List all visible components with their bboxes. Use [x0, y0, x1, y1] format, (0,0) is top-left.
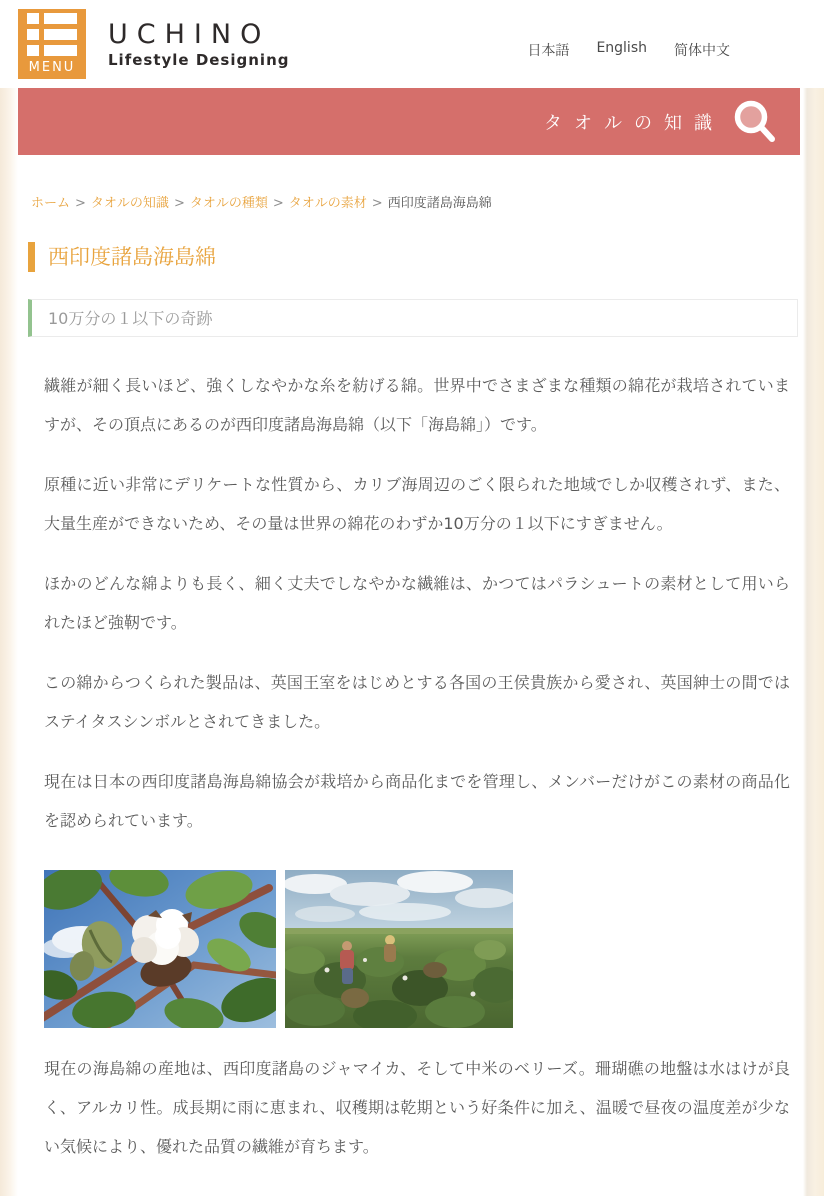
photo-row — [44, 870, 800, 1028]
breadcrumb-link-home[interactable]: ホーム — [31, 196, 71, 211]
article-paragraph: 繊維が細く長いほど、強くしなやかな糸を紡げる綿。世界中でさまざまな種類の綿花が栽培されていますが、その頂点にあるのが西印度諸島海島綿（以下「海島綿」）です。 — [44, 376, 790, 434]
logo-tagline: Lifestyle Designing — [108, 50, 290, 69]
hamburger-menu-icon — [27, 13, 77, 56]
logo-wordmark: UCHINO — [108, 18, 271, 50]
article-paragraph: 現在は日本の西印度諸島海島綿協会が栽培から商品化までを管理し、メンバーだけがこの素材の商品化を認められています。 — [44, 772, 790, 830]
breadcrumb-separator: > — [272, 196, 284, 211]
site-header — [0, 0, 824, 88]
banner-title: タオルの知識 — [544, 112, 724, 134]
page-title: 西印度諸島海島綿 — [28, 242, 800, 272]
article-paragraph: この綿からつくられた製品は、英国王室をはじめとする各国の王侯貴族から愛され、英国紳士の間ではステイタスシンボルとされてきました。 — [44, 673, 790, 731]
lang-link-chinese[interactable]: 简体中文 — [674, 43, 730, 59]
site-logo[interactable] — [108, 20, 289, 69]
lang-link-english[interactable]: English — [596, 40, 647, 56]
article-paragraph: 現在の海島綿の産地は、西印度諸島のジャマイカ、そして中米のベリーズ。珊瑚礁の地盤は水はけが良く、アルカリ性。成長期に雨に恵まれ、収穫期は乾期という好条件に加え、温暖で昼夜の温度差が少ない気候により、優れた品質の繊維が育ちます。 — [44, 1059, 790, 1156]
search-icon[interactable] — [730, 97, 780, 147]
breadcrumb — [31, 192, 800, 211]
article-main — [18, 155, 800, 1166]
breadcrumb-link-towel-knowledge[interactable]: タオルの知識 — [90, 196, 169, 211]
section-banner — [18, 88, 800, 155]
lang-link-japanese[interactable]: 日本語 — [527, 43, 570, 59]
menu-button[interactable] — [18, 9, 86, 79]
breadcrumb-link-towel-materials[interactable]: タオルの素材 — [288, 196, 367, 211]
article-paragraph: 原種に近い非常にデリケートな性質から、カリブ海周辺のごく限られた地域でしか収穫されず、また、大量生産ができないため、その量は世界の綿花のわずか10万分の１以下にすぎません。 — [44, 475, 790, 533]
cotton-boll-photo — [44, 870, 276, 1028]
menu-button-label: MENU — [28, 60, 76, 75]
breadcrumb-link-towel-types[interactable]: タオルの種類 — [189, 196, 268, 211]
breadcrumb-separator: > — [173, 196, 185, 211]
breadcrumb-separator: > — [371, 196, 383, 211]
breadcrumb-current-page: 西印度諸島海島綿 — [387, 196, 492, 211]
language-nav — [527, 28, 730, 60]
cotton-field-photo — [285, 870, 513, 1028]
page-subtitle: 10万分の１以下の奇跡 — [28, 299, 798, 337]
article-paragraph: ほかのどんな綿よりも長く、細く丈夫でしなやかな繊維は、かつてはパラシュートの素材として用いられたほど強靭です。 — [44, 574, 790, 632]
breadcrumb-separator: > — [75, 196, 86, 211]
content-background — [0, 88, 824, 1196]
